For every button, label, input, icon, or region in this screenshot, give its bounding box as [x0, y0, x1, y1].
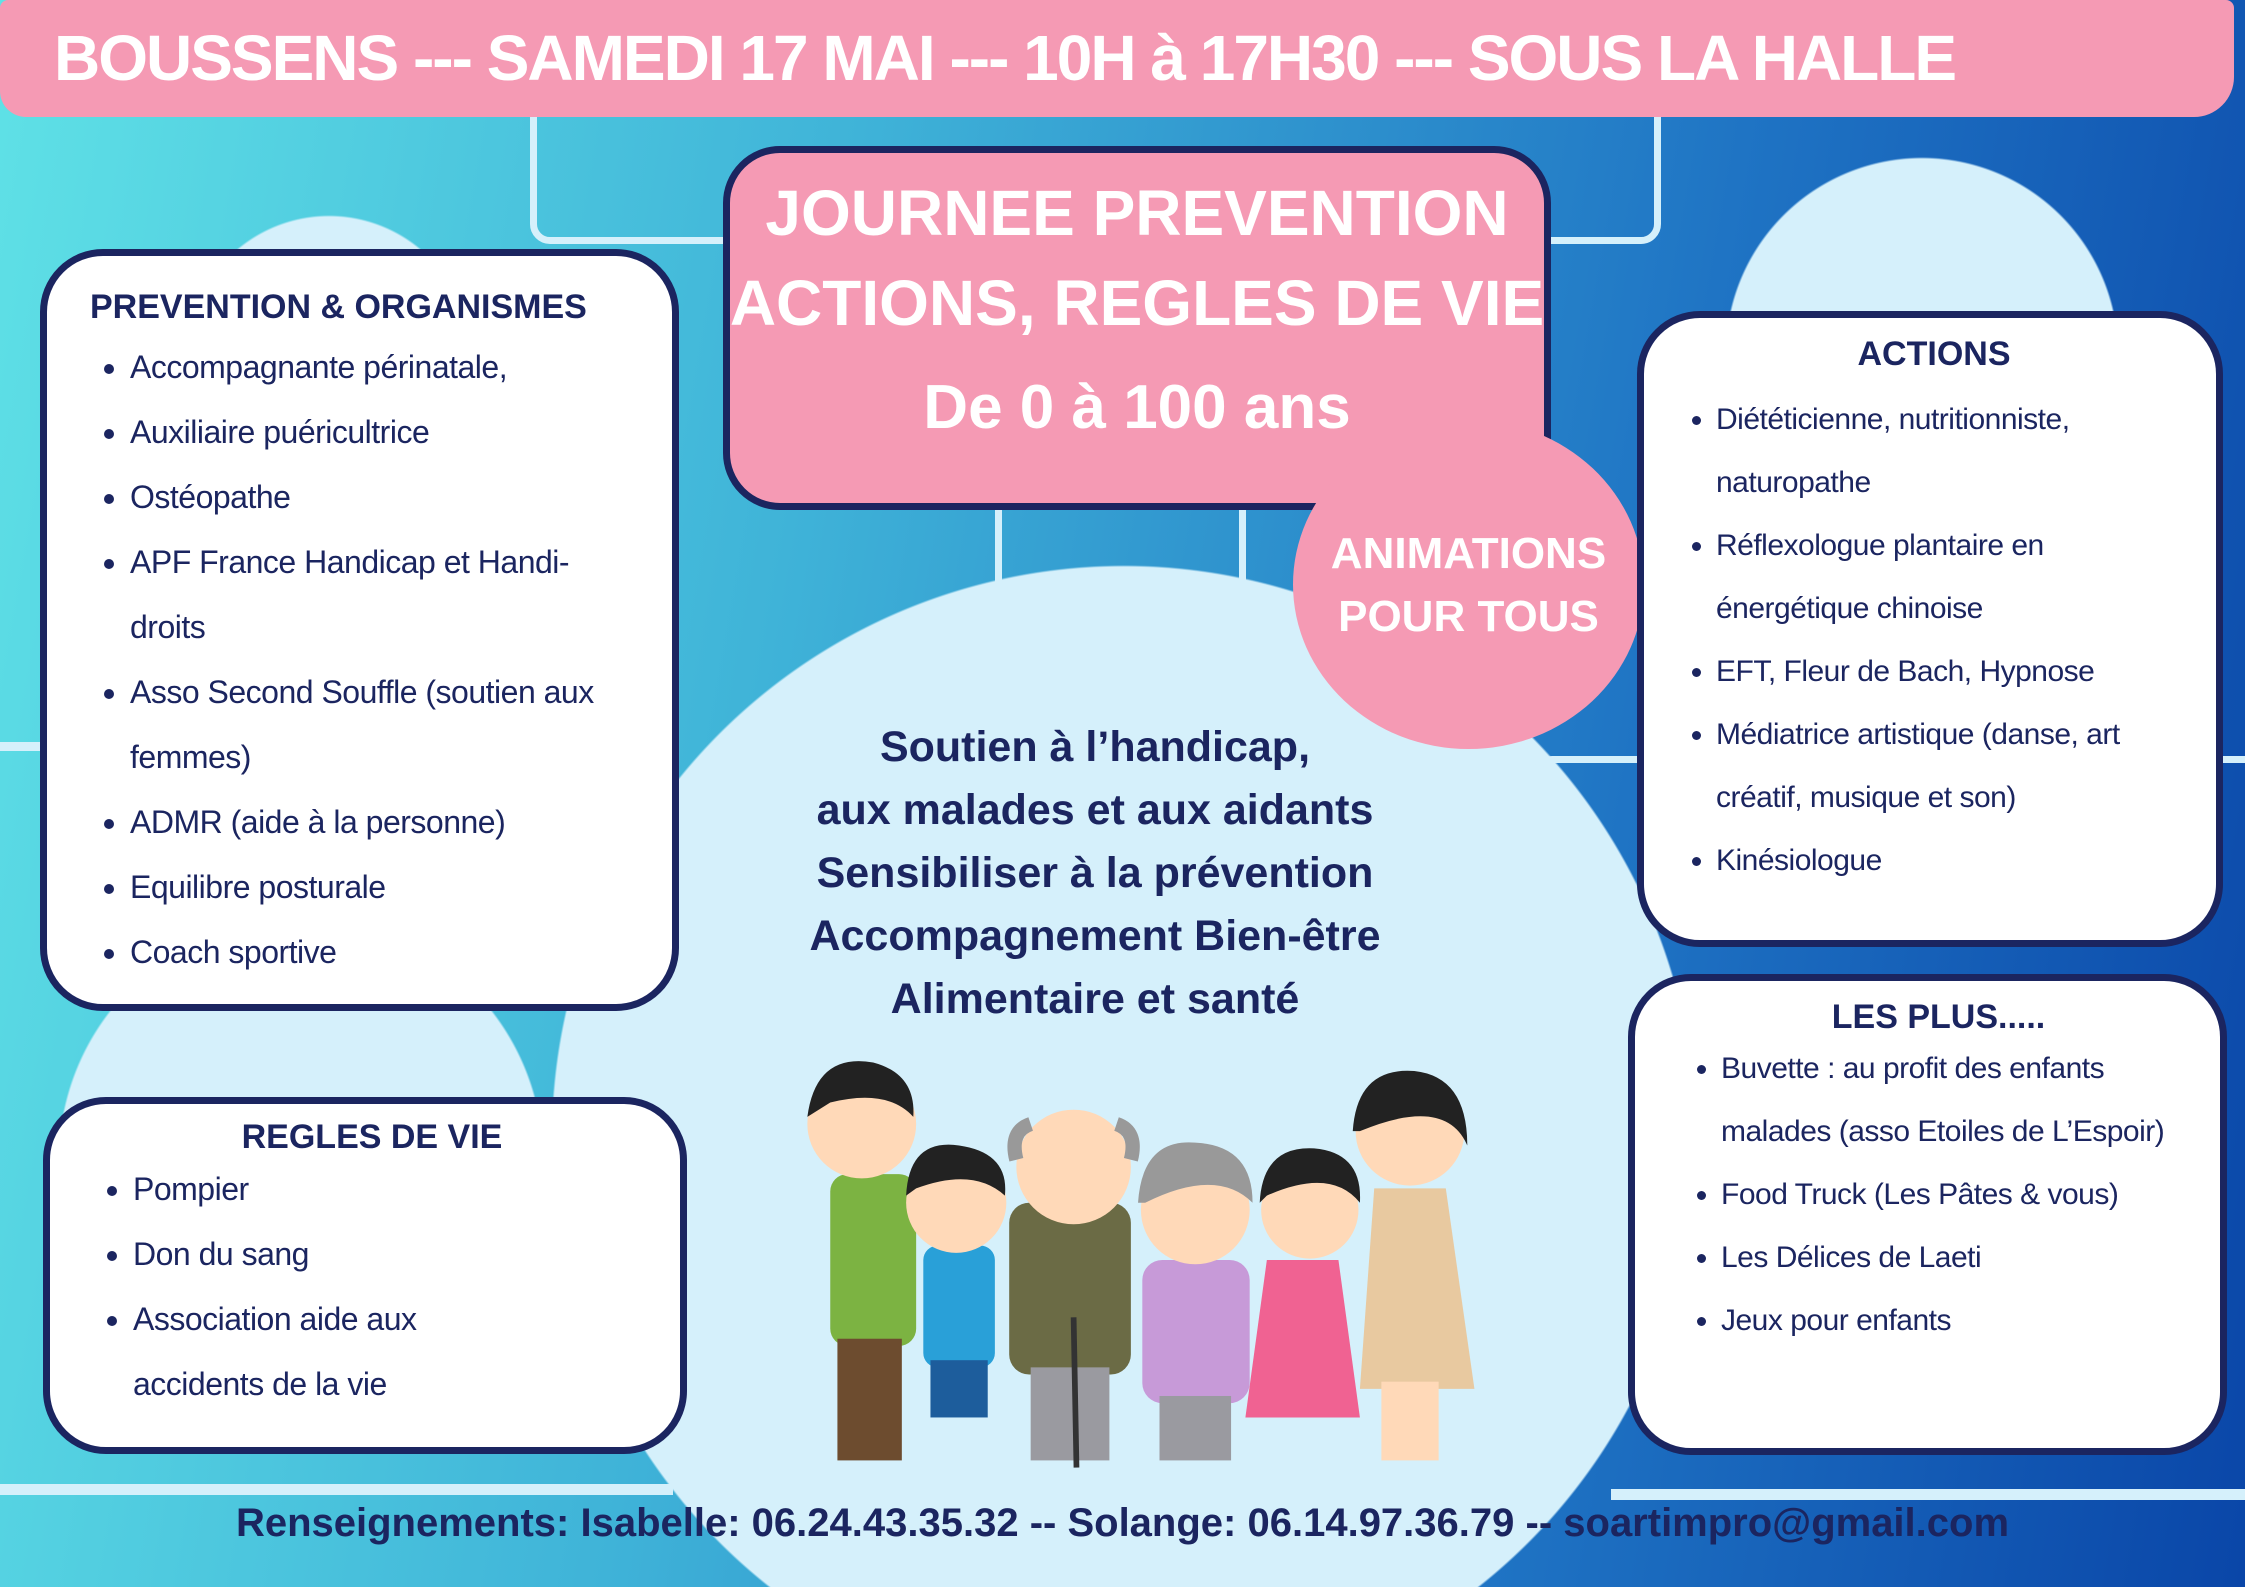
- list-item: • Don du sang: [133, 1222, 651, 1287]
- list-item: • Ostéopathe: [130, 465, 643, 530]
- title-line-1: JOURNEE PREVENTION: [765, 177, 1509, 249]
- footer-contact: Renseignements: Isabelle: 06.24.43.35.32 -- Solange: 06.14.97.36.79 -- soartimpro@gmail.com: [235, 1501, 2010, 1545]
- decor-band: [0, 1484, 673, 1495]
- person-grandmother: [1138, 1142, 1253, 1460]
- center-line: Accompagnement Bien-être: [809, 912, 1381, 960]
- list-item: • Kinésiologue: [1716, 829, 2192, 892]
- list-item: • Association aide aux accidents de la vie: [133, 1287, 513, 1417]
- list-item: • Médiatrice artistique (danse, art créatif, musique et son): [1716, 703, 2192, 829]
- list-item: • Diététicienne, nutritionniste, naturopathe: [1716, 388, 2192, 514]
- list-item: • Jeux pour enfants: [1721, 1289, 2196, 1352]
- prevention-panel: [40, 249, 679, 1011]
- actions-panel: [1637, 311, 2223, 947]
- list-item: • Food Truck (Les Pâtes & vous): [1721, 1163, 2196, 1226]
- header-banner: BOUSSENS --- SAMEDI 17 MAI --- 10H à 17H30 --- SOUS LA HALLE: [0, 0, 2234, 117]
- person-grandfather: [1009, 1110, 1132, 1468]
- decor-band: [0, 742, 43, 751]
- title-text: [723, 146, 1551, 510]
- person-girl: [1245, 1148, 1360, 1417]
- list-item: • Les Délices de Laeti: [1721, 1226, 2196, 1289]
- list-item: • Asso Second Souffle (soutien aux femmes): [130, 660, 660, 790]
- person-mother: [1353, 1071, 1475, 1461]
- title-line-2: ACTIONS, REGLES DE VIE: [729, 267, 1545, 339]
- list-item: • EFT, Fleur de Bach, Hypnose: [1716, 640, 2192, 703]
- person-boy: [906, 1145, 1006, 1418]
- animations-line-1: ANIMATIONS: [1330, 528, 1607, 578]
- list-item: • Pompier: [133, 1157, 651, 1222]
- list-item: • Coach sportive: [130, 920, 643, 985]
- regles-panel: [43, 1097, 687, 1454]
- center-line: Sensibiliser à la prévention: [816, 849, 1374, 897]
- regles-title: REGLES DE VIE: [241, 1118, 503, 1156]
- prevention-title: PREVENTION & ORGANISMES: [90, 288, 587, 326]
- list-item: • APF France Handicap et Handi-droits: [130, 530, 617, 660]
- actions-title: ACTIONS: [1857, 335, 2011, 373]
- center-line: Alimentaire et santé: [890, 975, 1300, 1023]
- center-text: [687, 716, 1503, 1031]
- plus-panel: [1628, 974, 2227, 1455]
- list-item: • Réflexologue plantaire en énergétique chinoise: [1716, 514, 2117, 640]
- center-line: Soutien à l’handicap,: [879, 723, 1311, 771]
- age-range: De 0 à 100 ans: [923, 373, 1351, 442]
- person-father: [807, 1061, 916, 1460]
- list-item: • ADMR (aide à la personne): [130, 790, 643, 855]
- family-illustration: [773, 1045, 1546, 1475]
- decor-band: [1611, 1489, 2245, 1500]
- list-item: • Auxiliaire puéricultrice: [130, 400, 643, 465]
- center-line: aux malades et aux aidants: [816, 786, 1374, 834]
- list-item: • Accompagnante périnatale,: [130, 335, 643, 400]
- plus-title: LES PLUS.....: [1831, 998, 2046, 1036]
- list-item: • Buvette : au profit des enfants malades (asso Etoiles de L’Espoir): [1721, 1037, 2194, 1163]
- list-item: • Equilibre posturale: [130, 855, 643, 920]
- animations-line-2: POUR TOUS: [1338, 591, 1599, 641]
